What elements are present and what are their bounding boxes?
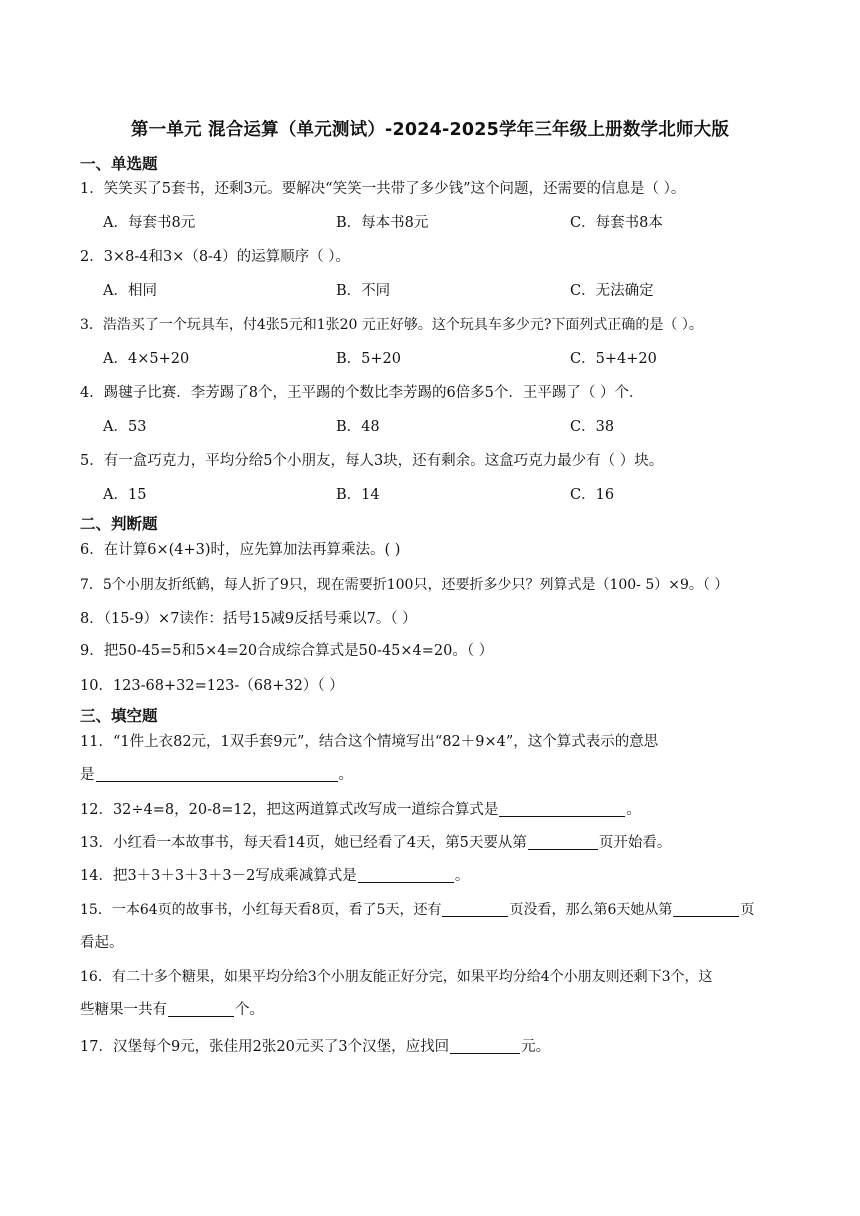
q4-option-b: B．48: [336, 419, 380, 435]
q16-answer-blank[interactable]: [168, 1000, 234, 1017]
q14-answer-blank[interactable]: [358, 866, 454, 883]
q2-option-b: B．不同: [336, 283, 391, 299]
q1-option-b: B．每本书8元: [336, 215, 429, 231]
page-title: 第一单元 混合运算（单元测试）-2024-2025学年三年级上册数学北师大版: [130, 120, 730, 140]
q15-answer-blank-1[interactable]: [442, 900, 508, 917]
question-9: 9．把50-45=5和5×4=20合成综合算式是50-45×4=20。（ ）: [80, 643, 494, 659]
question-4: 4．踢毽子比赛．李芳踢了8个，王平踢的个数比李芳踢的6倍多5个．王平踢了（ ）个．: [80, 385, 644, 401]
q12-answer-blank[interactable]: [499, 800, 625, 817]
question-3: 3．浩浩买了一个玩具车，付4张5元和1张20 元正好够。这个玩具车多少元?下面列式正确的是（ ）。: [80, 317, 703, 333]
q4-option-c: C．38: [570, 419, 615, 435]
q17-answer-blank[interactable]: [450, 1037, 520, 1054]
q1-option-c: C．每套书8本: [570, 215, 663, 231]
q2-option-c: C．无法确定: [570, 283, 654, 299]
q2-option-a: A．相同: [103, 283, 157, 299]
question-16-line2: 些糖果一共有 个。: [80, 1002, 264, 1018]
question-11-line2: 是 。: [80, 767, 353, 783]
q3-option-b: B．5+20: [336, 351, 401, 367]
q13-answer-blank[interactable]: [528, 833, 598, 850]
q1-option-a: A．每套书8元: [103, 215, 196, 231]
section-heading-single-choice: 一、单选题: [80, 155, 158, 173]
question-7: 7．5个小朋友折纸鹤，每人折了9只，现在需要折100只，还要折多少只？列算式是（100- 5）×9。（ ）: [80, 577, 729, 593]
question-1: 1．笑笑买了5套书，还剩3元。要解决“笑笑一共带了多少钱”这个问题，还需要的信息是（ ）。: [80, 181, 686, 197]
q15-answer-blank-2[interactable]: [673, 900, 739, 917]
question-16-line1: 16．有二十多个糖果，如果平均分给3个小朋友能正好分完，如果平均分给4个小朋友则还剩下3个，这: [80, 969, 713, 985]
question-2: 2．3×8-4和3×（8-4）的运算顺序（ ）。: [80, 249, 351, 265]
question-17: 17．汉堡每个9元，张佳用2张20元买了3个汉堡，应找回 元。: [80, 1039, 551, 1055]
q5-option-b: B．14: [336, 487, 380, 503]
q4-option-a: A．53: [103, 419, 147, 435]
section-heading-fill-blank: 三、填空题: [80, 707, 158, 725]
question-12: 12．32÷4=8，20-8=12，把这两道算式改写成一道综合算式是 。: [80, 802, 641, 818]
section-heading-true-false: 二、判断题: [80, 515, 158, 533]
question-5: 5．有一盒巧克力，平均分给5个小朋友，每人3块，还有剩余。这盒巧克力最少有（ ）块。: [80, 453, 664, 469]
question-11-line1: 11．“1件上衣82元，1双手套9元”，结合这个情境写出“82＋9×4”，这个算式表示的意思: [80, 734, 659, 750]
question-13: 13．小红看一本故事书，每天看14页，她已经看了4天，第5天要从第 页开始看。: [80, 835, 672, 851]
question-6: 6．在计算6×(4+3)时，应先算加法再算乘法。( ): [80, 542, 401, 558]
q5-option-c: C．16: [570, 487, 615, 503]
question-10: 10．123-68+32=123-（68+32）（ ）: [80, 678, 344, 694]
q5-option-a: A．15: [103, 487, 147, 503]
question-15-line2: 看起。: [80, 935, 124, 951]
q3-option-a: A．4×5+20: [103, 351, 190, 367]
q11-answer-blank[interactable]: [96, 765, 338, 782]
question-8: 8．（15-9）×7读作：括号15减9反括号乘以7。（ ）: [80, 611, 417, 627]
question-15-line1: 15．一本64页的故事书，小红每天看8页，看了5天，还有 页没看，那么第6天她从第 页: [80, 902, 755, 918]
q3-option-c: C．5+4+20: [570, 351, 657, 367]
question-14: 14．把3＋3＋3＋3＋3－2写成乘减算式是 。: [80, 868, 470, 884]
